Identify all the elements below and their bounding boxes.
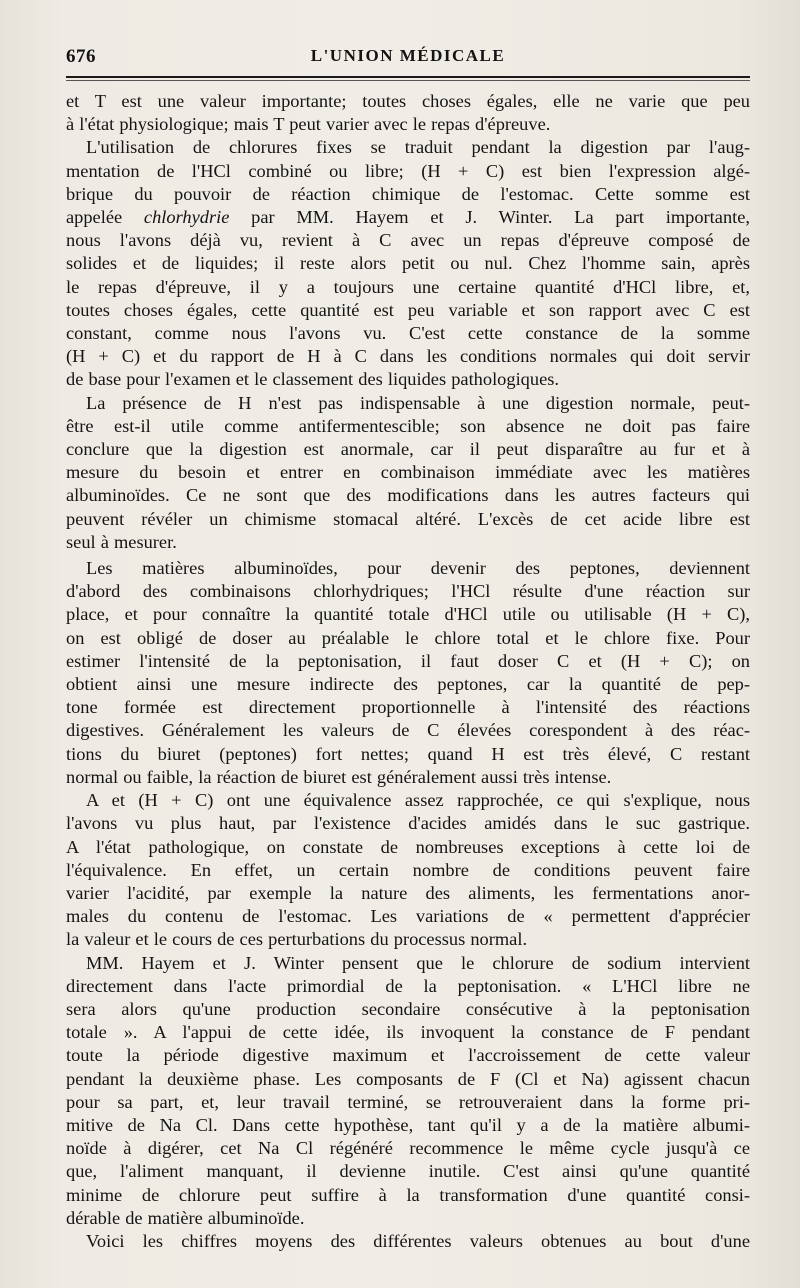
text-line: que, l'aliment manquant, il devienne inutile. C'est ainsi qu'une quantité xyxy=(66,1161,750,1182)
text-line: peuvent révéler un chimisme stomacal altéré. L'excès de cet acide libre est xyxy=(66,508,750,529)
text-line: toutes choses égales, cette quantité est peu variable et son rapport avec C est xyxy=(66,299,750,320)
text-line: mitive de Na Cl. Dans cette hypothèse, tant qu'il y a de la matière albumi- xyxy=(66,1114,750,1135)
text-line: l'avons vu plus haut, par l'existence d'acides amidés dans le suc gastrique. xyxy=(66,813,750,834)
paragraph-5 xyxy=(66,789,750,951)
paragraph-2 xyxy=(66,136,750,391)
text-line: MM. Hayem et J. Winter pensent que le chlorure de sodium intervient xyxy=(86,952,750,973)
text-line: le repas d'épreuve, il y a toujours une certaine quantité d'HCl libre, et, xyxy=(66,276,750,297)
page-number: 676 xyxy=(66,46,96,67)
text-line: dérable de matière albuminoïde. xyxy=(66,1207,305,1228)
text-line: L'utilisation de chlorures fixes se traduit pendant la digestion par l'aug- xyxy=(86,137,750,158)
text-line: digestives. Généralement les valeurs de C élevées corespondent à des réac- xyxy=(66,720,750,741)
text-line: minime de chlorure peut suffire à la transformation d'une quantité consi- xyxy=(66,1184,750,1205)
text-line: constant, comme nous l'avons vu. C'est cette constance de la somme xyxy=(66,323,750,344)
text-line: directement dans l'acte primordial de la peptonisation. « L'HCl libre ne xyxy=(66,975,750,996)
text-line: place, et pour connaître la quantité totale d'HCl utile ou utilisable (H + C), xyxy=(66,604,750,625)
text-line: pour sa part, et, leur travail terminé, se retrouveraient dans la forme pri- xyxy=(66,1091,750,1112)
text-line: à l'état physiologique; mais T peut varier avec le repas d'épreuve. xyxy=(66,114,551,135)
text-line: A et (H + C) ont une équivalence assez rapprochée, ce qui s'explique, nous xyxy=(86,790,750,811)
text-line: toute la période digestive maximum et l'accroissement de cette valeur xyxy=(66,1045,750,1066)
page-header xyxy=(66,46,750,70)
text-line: A l'état pathologique, on constate de nombreuses exceptions à cette loi de xyxy=(66,836,750,857)
text-line: conclure que la digestion est anormale, car il peut disparaître au fur et à xyxy=(66,439,750,460)
text-line: solides et de liquides; il reste alors petit ou nul. Chez l'homme sain, après xyxy=(66,253,750,274)
text-line: Les matières albuminoïdes, pour devenir des peptones, deviennent xyxy=(86,558,750,579)
text-line: albuminoïdes. Ce ne sont que des modifications dans les autres facteurs qui xyxy=(66,485,750,506)
paragraph-1 xyxy=(66,90,750,136)
text-line: être est-il utile comme antifermentescible; son absence ne doit pas faire xyxy=(66,415,750,436)
text-line: appelée chlorhydrie par MM. Hayem et J. Winter. La part importante, xyxy=(66,207,750,228)
text-line: noïde à digérer, cet Na Cl régénéré recommence le même cycle jusqu'à ce xyxy=(66,1138,750,1159)
text-line: varier l'acidité, par exemple la nature des aliments, les fermentations anor- xyxy=(66,882,750,903)
paragraph-3 xyxy=(66,392,750,554)
text-line: nous l'avons déjà vu, revient à C avec un repas d'épreuve composé de xyxy=(66,230,750,251)
text-line: Voici les chiffres moyens des différentes valeurs obtenues au bout d'une xyxy=(86,1230,750,1251)
text-line: on est obligé de doser au préalable le chlore total et le chlore fixe. Pour xyxy=(66,627,750,648)
text-line: la valeur et le cours de ces perturbations du processus normal. xyxy=(66,929,528,950)
text-line: La présence de H n'est pas indispensable à une digestion normale, peut- xyxy=(86,392,750,413)
text-line: et T est une valeur importante; toutes choses égales, elle ne varie que peu xyxy=(66,91,750,111)
header-rule xyxy=(66,76,750,78)
text-line: sera alors qu'une production secondaire consécutive à la peptonisation xyxy=(66,998,750,1019)
paragraph-7 xyxy=(66,1230,750,1253)
paragraph-4 xyxy=(66,557,750,789)
text-line: mesure du besoin et entrer en combinaison immédiate avec les matières xyxy=(66,462,750,483)
text-line: obtient ainsi une mesure indirecte des peptones, car la quantité de pep- xyxy=(66,674,750,695)
text-line: mentation de l'HCl combiné ou libre; (H + C) est bien l'expression algé- xyxy=(66,160,750,181)
text-line: estimer l'intensité de la peptonisation, il faut doser C et (H + C); on xyxy=(66,650,750,671)
text-line: tions du biuret (peptones) fort nettes; quand H est très élevé, C restant xyxy=(66,743,750,764)
text-line: de base pour l'examen et le classement des liquides pathologiques. xyxy=(66,369,559,390)
text-line: l'équivalence. En effet, un certain nombre de conditions peuvent faire xyxy=(66,859,750,880)
text-line: d'abord des combinaisons chlorhydriques; l'HCl résulte d'une réaction sur xyxy=(66,581,750,602)
header-rule-thin xyxy=(66,80,750,81)
text-line: males du contenu de l'estomac. Les variations de « permettent d'apprécier xyxy=(66,906,750,927)
text-line: pendant la deuxième phase. Les composants de F (Cl et Na) agissent chacun xyxy=(66,1068,750,1089)
body-text xyxy=(66,90,750,1253)
running-title: L'UNION MÉDICALE xyxy=(310,46,506,65)
text-line: (H + C) et du rapport de H à C dans les conditions normales qui doit servir xyxy=(66,346,750,367)
text-line: totale ». A l'appui de cette idée, ils invoquent la constance de F pendant xyxy=(66,1022,750,1043)
text-line: normal ou faible, la réaction de biuret est généralement aussi très intense. xyxy=(66,766,612,787)
paragraph-6 xyxy=(66,952,750,1230)
text-line: seul à mesurer. xyxy=(66,531,177,552)
text-line: brique du pouvoir de réaction chimique de l'estomac. Cette somme est xyxy=(66,183,750,204)
text-line: tone formée est directement proportionnelle à l'intensité des réactions xyxy=(66,697,750,718)
